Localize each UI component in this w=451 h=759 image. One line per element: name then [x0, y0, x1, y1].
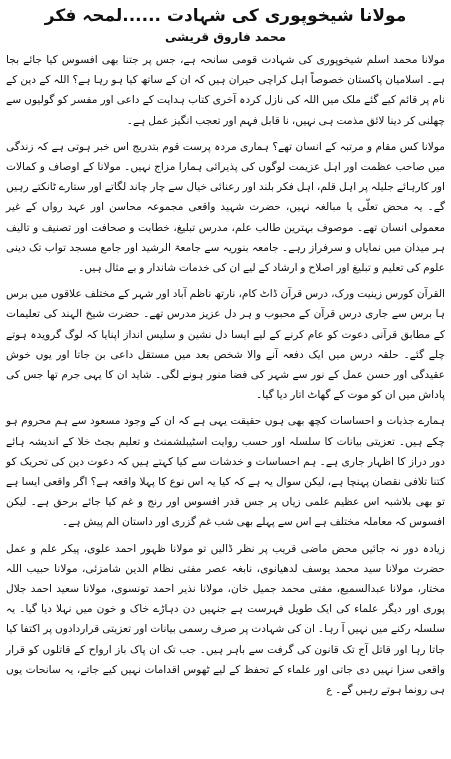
- article-body: [6, 50, 445, 701]
- article-paragraph-3: القرآن کورس زینیت ورک، درس قرآن ڈاٹ کام، نارتھ ناظم آباد اور شہر کے مختلف علاقوں میں برس ہا برس سے جاری درس قرآن کے محبوب و ہر دل عزیز مدرس تھے۔ حضرت شیخ الہند کی تعلیمات کے مطابق قرآنی دعوت کو عام کرنے کے لیے ایسا دل نشین و سلیس انداز اپنایا کہ لوگ گرویدہ ہوتے چلے گئے۔ حلقہ درس میں ایک دفعہ آنے والا شخص بعد میں مستقل داعی بن جاتا اور یوں خوش عقیدگی اور حسن عمل کے نور سے شہر کی فضا منور ہونے لگی۔ شاید ان کا یہی جرم تھا جس کی پاداش میں ان کو موت کے گھاٹ اتار دیا گیا۔: [6, 288, 445, 402]
- article-title: مولانا شیخوپوری کی شہادت ......لمحہ فکر: [44, 6, 407, 26]
- article-paragraph-5: [6, 539, 445, 702]
- article-paragraph-4: ہمارے جذبات و احساسات کچھ بھی ہوں حقیقت یہی ہے کہ ان کے وجود مسعود سے ہم محروم ہو چکے ہیں۔ تعزیتی بیانات کا سلسلہ اور حسب روایت اسٹیبلشمنٹ و تعلیم بجٹ خلا کے اندیشہ ہائے دور دراز کا اظہار جاری ہے۔ ہم احساسات و خدشات سے کیا کہتے ہیں کہ دعوت دین کی تحریک کو کتنا تلافی نقصان پہنچا ہے، لیکن سوال یہ ہے کہ کیا یہ اس نوع کا پہلا واقعہ ہے؟ اگر واقعی ایسا ہے تو بھی بلاشبہ اس عظیم علمی زیاں پر جس قدر افسوس اور رنج و غم کیا جائے برحق ہے۔ لیکن افسوس کہ معاملہ مختلف ہے اس سے پہلے بھی شب غم گزری اور داستان الم پیش ہے۔: [6, 415, 445, 529]
- article-author: محمد فاروق قریشی: [164, 30, 287, 44]
- article-end-mark: ع: [326, 685, 333, 697]
- article-paragraph-2: مولانا کس مقام و مرتبہ کے انسان تھے؟ ہماری مردہ پرست قوم بتدریج اس خبر ہوتی ہے کہ زندگی میں صاحب عظمت اور اہل عزیمت لوگوں کی پذیرائی ہمارا مزاج نہیں۔ مولانا کے اوصاف و کمالات اور کارہائے جلیلہ پر اہل قلم، اہل فکر بلند اور رعنائی خیال سے چار چاند لگاتے اور ستارے ٹانکتے رہیں گے۔ یہ محض تعلّی یا مبالغہ نہیں، حضرت شہید واقعی مجموعہ محاسن اور عہد رواں کے غیر معمولی انسان تھے۔ موصوف بہترین طالب علم، مدرس تبلیغ، خطابت و صحافت اور تصنیف و تالیف ہر میدان میں نمایاں و سرفراز رہے۔ جامعہ بنوریہ سے جامعۃ الرشید اور جامع مسجد تواب تک دینی علوم کی تعلیم و تبلیغ اور اصلاح و ارشاد کے لیے ان کی خدمات شاندار و بے مثال ہیں۔: [6, 140, 445, 275]
- article-paragraph-1: مولانا محمد اسلم شیخوپوری کی شہادت قومی سانحہ ہے، جس پر جتنا بھی افسوس کیا جائے بجا ہے۔ اسلامیان پاکستان خصوصاً اہل کراچی حیران ہیں کہ ان کے ساتھ کیا ہو رہا ہے؟ اللہ کے دین کے نام پر قائم کیے گئے ملک میں اللہ کی نازل کردہ آخری کتاب ہدایت کے داعی اور مفسر کو گولیوں سے چھلنی کر دینا لائق مذمت ہی نہیں، نا قابل فہم اور تعجب انگیز عمل ہے۔: [6, 54, 445, 127]
- article-paragraph-5-text: زیادہ دور نہ جائیں محض ماضی قریب پر نظر ڈالیں تو مولانا ظہور احمد علوی، پیکر علم و عمل حضرت مولانا سید محمد یوسف لدھیانوی، نابغہ عصر مفتی نظام الدین شامزئی، مولانا حبیب اللہ مختار، مولانا عبدالسمیع، مفتی محمد جمیل خان، مولانا نذیر احمد تونسوی، مولانا سعید احمد جلال پوری اور دیگر علماء کی ایک طویل فہرست ہے جنہیں دن دہاڑے خاک و خون میں نہلا دیا گیا۔ یہ سلسلہ رکنے میں نہیں آ رہا۔ ان کی شہادت پر صرف رسمی بیانات اور تعزیتی قراردادوں پر اکتفا کیا جاتا رہا اور قاتل آج تک قانون کی گرفت سے باہر ہیں۔ جب تک ان پاک باز ارواح کے قاتلوں کو قرار واقعی سزا نہیں دی جاتی اور علماء کے تحفظ کے لیے ٹھوس اقدامات نہیں کیے جاتے، یہ سانحات یوں ہی رونما ہوتے رہیں گے۔: [6, 542, 445, 697]
